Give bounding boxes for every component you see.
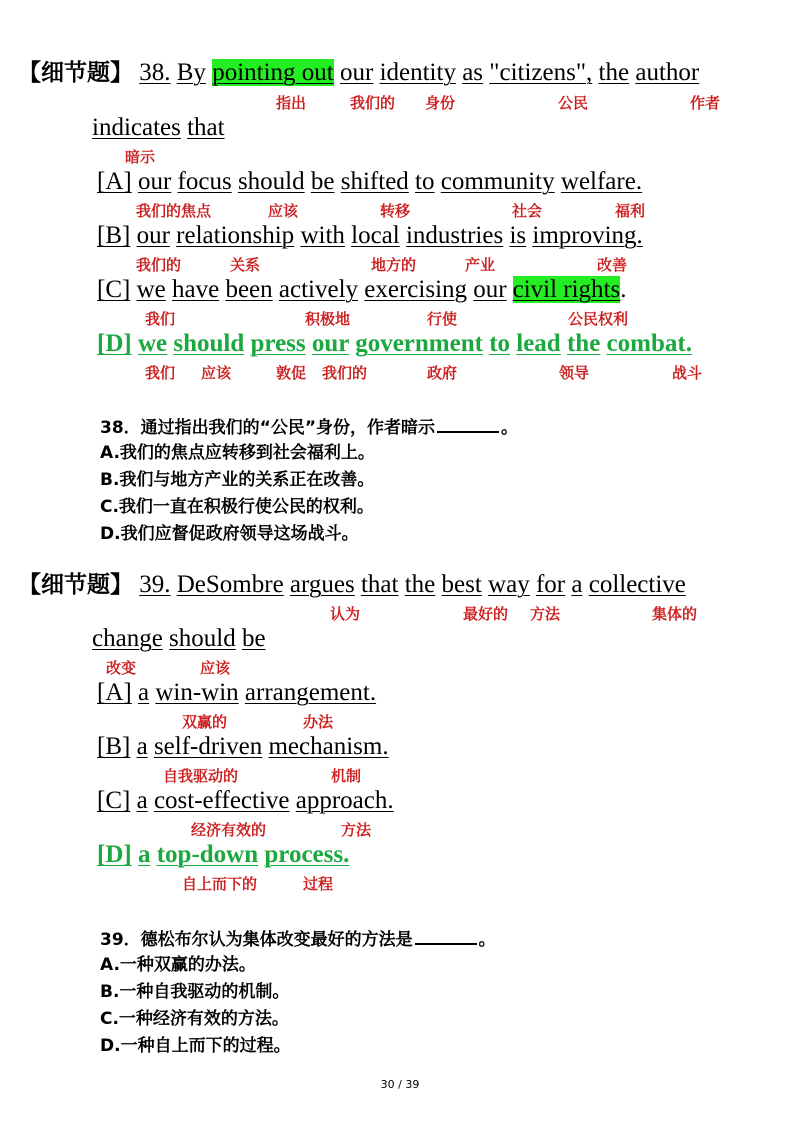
q38-option-c: [C] we have been actively exercising our civil rights. — [97, 276, 627, 303]
gloss: 我们 — [145, 364, 176, 382]
gloss: 最好的 — [463, 605, 509, 623]
q38-option-b: [B] our relationship with local industries is improving. — [97, 222, 643, 249]
gloss: 过程 — [303, 875, 334, 893]
q38-option-a: [A] our focus should be shifted to community welfare. — [97, 168, 643, 195]
gloss: 积极地 — [305, 310, 351, 328]
q38-stem-line-2: indicates that — [92, 114, 225, 141]
q38-question-tag: 【细节题】 — [18, 60, 133, 86]
q38-cn-option-d: D.我们应督促政府领导这场战斗。 — [100, 524, 359, 544]
q39-option-b: [B] a self-driven mechanism. — [97, 733, 389, 760]
gloss: 我们的 — [350, 94, 396, 112]
gloss: 我们的焦点 — [136, 202, 212, 220]
gloss: 敦促 — [276, 364, 307, 382]
gloss: 暗示 — [125, 148, 156, 166]
gloss: 办法 — [303, 713, 334, 731]
q38-cn-option-c: C.我们一直在积极行使公民的权利。 — [100, 497, 374, 517]
q39-option-a: [A] a win-win arrangement. — [97, 679, 377, 706]
q38-highlight-pointing-out: pointing out — [212, 59, 334, 86]
q39-cn-option-d: D.一种自上而下的过程。 — [100, 1036, 291, 1056]
q39-option-c: [C] a cost-effective approach. — [97, 787, 394, 814]
q39-cn-option-a: A.一种双赢的办法。 — [100, 955, 256, 975]
q39-stem-line-2: change should be — [92, 625, 266, 652]
q39-option-d-correct: [D] a top-down process. — [97, 841, 350, 868]
gloss: 方法 — [530, 605, 561, 623]
gloss: 应该 — [200, 659, 231, 677]
gloss: 地方的 — [371, 256, 417, 274]
answer-blank — [437, 414, 499, 433]
gloss: 公民权利 — [568, 310, 629, 328]
gloss: 双赢的 — [182, 713, 228, 731]
q38-cn-option-a: A.我们的焦点应转移到社会福利上。 — [100, 443, 375, 463]
q38-cn-stem: 38．通过指出我们的“公民”身份，作者暗示 。 — [100, 414, 518, 440]
q39-cn-option-c: C.一种经济有效的方法。 — [100, 1009, 289, 1029]
gloss: 关系 — [230, 256, 261, 274]
gloss: 社会 — [512, 202, 543, 220]
gloss: 应该 — [268, 202, 299, 220]
answer-blank — [415, 926, 477, 945]
q38-cn-option-b: B.我们与地方产业的关系正在改善。 — [100, 470, 375, 490]
q38-stem-line-1: 【细节题】 38. By pointing out our identity as "citizens", the author — [18, 59, 700, 86]
gloss: 作者 — [690, 94, 721, 112]
q39-question-tag: 【细节题】 — [18, 572, 133, 598]
gloss: 应该 — [201, 364, 232, 382]
gloss: 改善 — [597, 256, 628, 274]
gloss: 我们 — [145, 310, 176, 328]
gloss: 我们的 — [322, 364, 368, 382]
gloss: 公民 — [558, 94, 589, 112]
gloss: 身份 — [425, 94, 456, 112]
gloss: 转移 — [380, 202, 411, 220]
q38-highlight-civil-rights: civil rights — [512, 276, 621, 303]
gloss: 自我驱动的 — [163, 767, 239, 785]
gloss: 行使 — [427, 310, 458, 328]
gloss: 战斗 — [672, 364, 703, 382]
gloss: 领导 — [559, 364, 590, 382]
page-number: 30 / 39 — [380, 1078, 420, 1091]
gloss: 指出 — [276, 94, 307, 112]
gloss: 产业 — [465, 256, 496, 274]
gloss: 政府 — [427, 364, 458, 382]
q39-stem-line-1: 【细节题】 39. DeSombre argues that the best way for a collective — [18, 571, 686, 598]
gloss: 机制 — [331, 767, 362, 785]
gloss: 改变 — [106, 659, 137, 677]
gloss: 认为 — [330, 605, 361, 623]
gloss: 自上而下的 — [182, 875, 258, 893]
gloss: 经济有效的 — [191, 821, 267, 839]
gloss: 方法 — [341, 821, 372, 839]
q38-option-d-correct: [D] we should press our government to lead the combat. — [97, 330, 692, 357]
q39-cn-option-b: B.一种自我驱动的机制。 — [100, 982, 290, 1002]
q39-cn-stem: 39．德松布尔认为集体改变最好的方法是 。 — [100, 926, 496, 952]
gloss: 福利 — [615, 202, 646, 220]
gloss: 我们的 — [136, 256, 182, 274]
gloss: 集体的 — [652, 605, 698, 623]
